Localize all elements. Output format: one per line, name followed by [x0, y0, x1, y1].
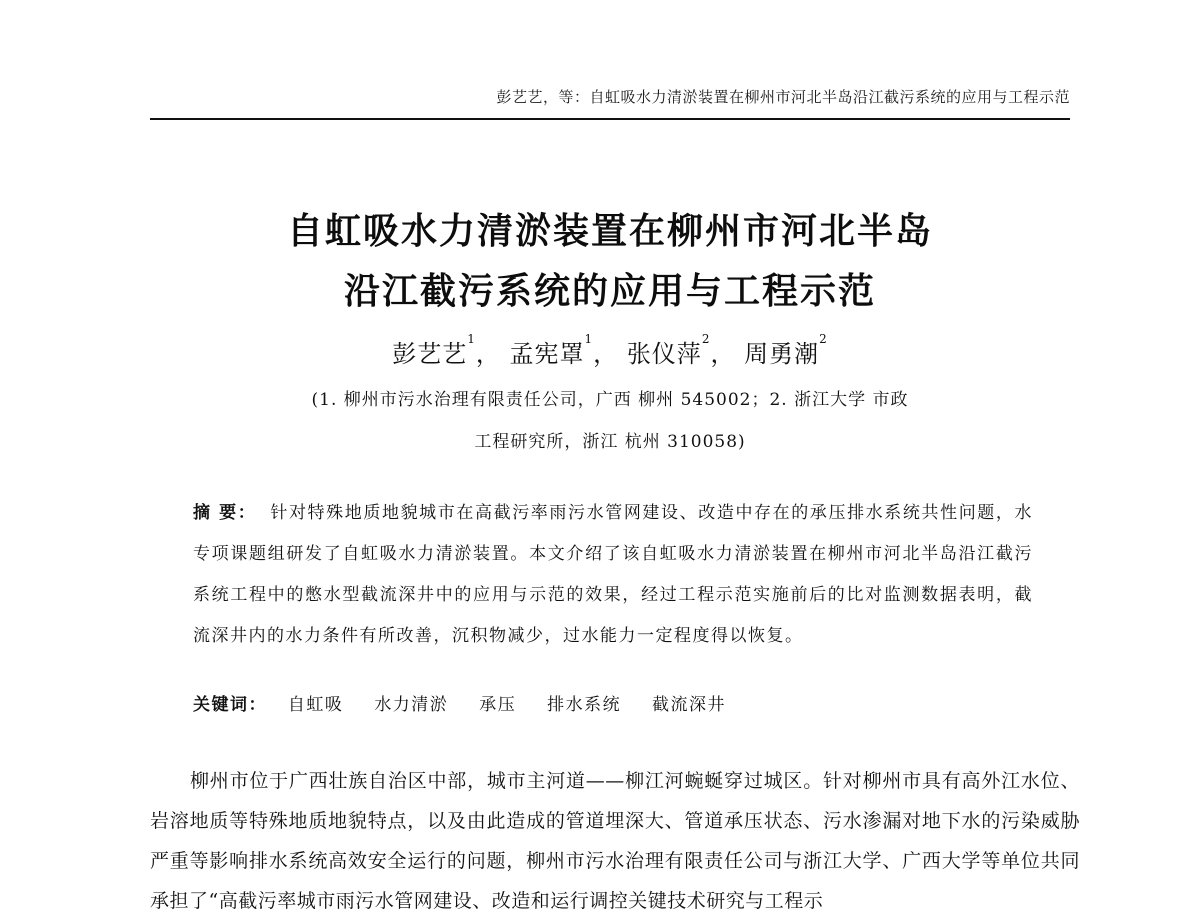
article-title-line-1: 自虹吸水力清淤装置在柳州市河北半岛: [286, 211, 933, 252]
author-affiliation-mark: 2: [819, 332, 828, 346]
keywords: [193, 690, 1033, 715]
author-name: 彭艺艺: [392, 340, 468, 368]
author-name: 孟宪罩: [509, 340, 585, 368]
keyword: 承压: [479, 695, 517, 715]
abstract-text: 针对特殊地质地貌城市在高截污率雨污水管网建设、改造中存在的承压排水系统共性问题，水专项课题组研发了自虹吸水力清淤装置。本文介绍了该自虹吸水力清淤装置在柳州市河北半岛沿江截污系统工程中的憋水型截流深井中的应用与示范的效果，经过工程示范实施前后的比对监测数据表明，截流深井内的水力条件有所改善，沉积物减少，过水能力一定程度得以恢复。: [193, 503, 1034, 646]
author-separator: ，: [593, 340, 619, 368]
author-name: 张仪萍: [626, 340, 702, 368]
keyword: 自虹吸: [287, 695, 344, 715]
keyword: 截流深井: [652, 695, 727, 715]
author-name: 周勇潮: [744, 340, 820, 368]
author: [509, 332, 619, 368]
author: [626, 332, 736, 368]
header-rule: [150, 118, 1070, 120]
running-header: 彭艺艺，等：自虹吸水力清淤装置在柳州市河北半岛沿江截污系统的应用与工程示范: [496, 88, 1070, 106]
author: [392, 332, 501, 368]
author: [744, 332, 828, 368]
author-affiliation-mark: 1: [584, 332, 594, 346]
body-paragraph: 柳州市位于广西壮族自治区中部，城市主河道——柳江河蜿蜒穿过城区。针对柳州市具有高外江水位、岩溶地质等特殊地质地貌特点，以及由此造成的管道埋深大、管道承压状态、污水渗漏对地下水的污染威胁严重等影响排水系统高效安全运行的问题，柳州市污水治理有限责任公司与浙江大学、广西大学等单位共同承担了“高截污率城市雨污水管网建设、改造和运行调控关键技术研究与工程示: [150, 770, 1080, 912]
affiliation-line-1: (1. 柳州市污水治理有限责任公司，广西 柳州 545002；2. 浙江大学 市政: [311, 390, 909, 410]
author-affiliation-mark: 2: [701, 332, 711, 346]
abstract: [193, 493, 1033, 657]
keyword: 水力清淤: [374, 695, 449, 715]
author-affiliation-mark: 1: [467, 332, 476, 346]
author-separator: ，: [710, 340, 736, 368]
keywords-label: 关键词：: [193, 695, 267, 715]
article-title-line-2: 沿江截污系统的应用与工程示范: [343, 271, 876, 312]
author-list: [150, 334, 1070, 369]
author-separator: ，: [475, 340, 501, 368]
affiliation-line-2: 工程研究所，浙江 杭州 310058): [474, 432, 746, 452]
keyword: 排水系统: [547, 695, 622, 715]
abstract-label: 摘 要：: [193, 503, 257, 523]
